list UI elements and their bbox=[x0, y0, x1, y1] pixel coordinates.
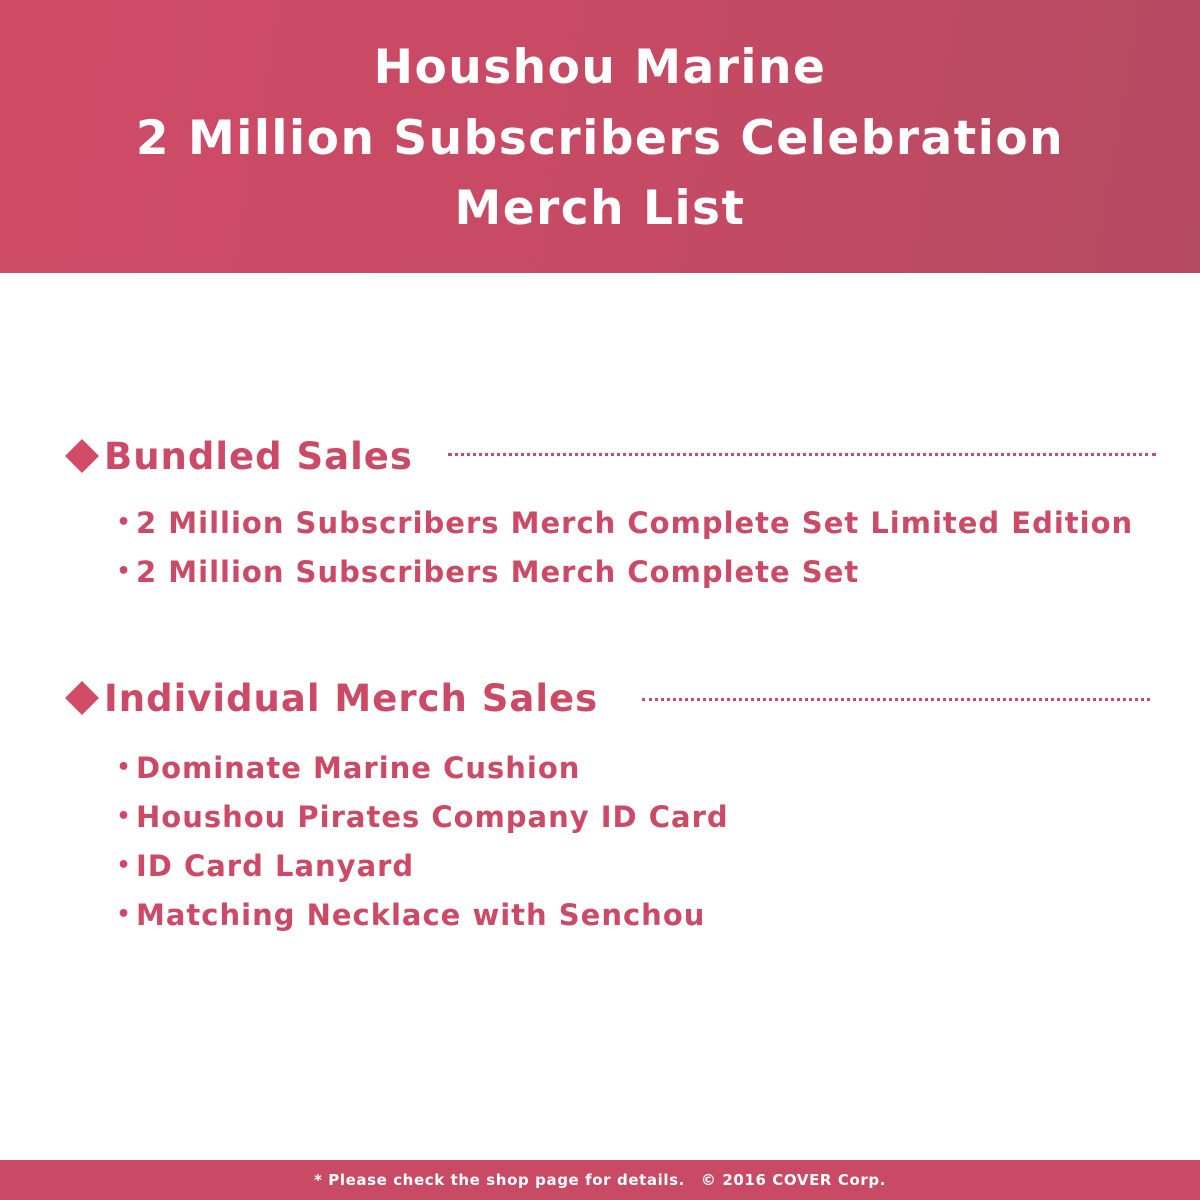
item-label: 2 Million Subscribers Merch Complete Set Limited Edition bbox=[136, 505, 1134, 540]
footer-note: * Please check the shop page for details. bbox=[313, 1171, 685, 1189]
title-line-3: Merch List bbox=[454, 181, 746, 236]
list-item bbox=[112, 890, 729, 939]
dotted-rule bbox=[448, 453, 1156, 456]
bullet-icon: • bbox=[116, 853, 132, 878]
bullet-icon: • bbox=[116, 804, 132, 829]
section-heading-text: Bundled Sales bbox=[104, 434, 413, 478]
list-item bbox=[112, 498, 1133, 547]
title-line-2: 2 Million Subscribers Celebration bbox=[135, 111, 1065, 166]
item-label: Houshou Pirates Company ID Card bbox=[136, 799, 729, 834]
item-label: 2 Million Subscribers Merch Complete Set bbox=[136, 554, 860, 589]
footer-copyright: © 2016 COVER Corp. bbox=[700, 1171, 887, 1189]
bullet-icon: • bbox=[116, 559, 132, 584]
title-banner bbox=[0, 0, 1200, 273]
item-label: ID Card Lanyard bbox=[136, 848, 415, 883]
bullet-icon: • bbox=[116, 755, 132, 780]
item-label: Dominate Marine Cushion bbox=[136, 750, 581, 785]
diamond-icon bbox=[62, 436, 102, 476]
bullet-icon: • bbox=[116, 510, 132, 535]
section-heading-text: Individual Merch Sales bbox=[104, 676, 599, 720]
list-item bbox=[112, 547, 1133, 596]
dotted-rule bbox=[642, 698, 1150, 701]
section-heading-bundled bbox=[62, 432, 413, 480]
individual-sales-list bbox=[112, 743, 729, 939]
title-line-1: Houshou Marine bbox=[373, 40, 827, 95]
bundled-sales-list bbox=[112, 498, 1133, 596]
footer-bar bbox=[0, 1160, 1200, 1200]
item-label: Matching Necklace with Senchou bbox=[136, 897, 706, 932]
bullet-icon: • bbox=[116, 902, 132, 927]
section-heading-individual bbox=[62, 674, 598, 722]
list-item bbox=[112, 792, 729, 841]
list-item bbox=[112, 743, 729, 792]
list-item bbox=[112, 841, 729, 890]
diamond-icon bbox=[62, 678, 102, 718]
